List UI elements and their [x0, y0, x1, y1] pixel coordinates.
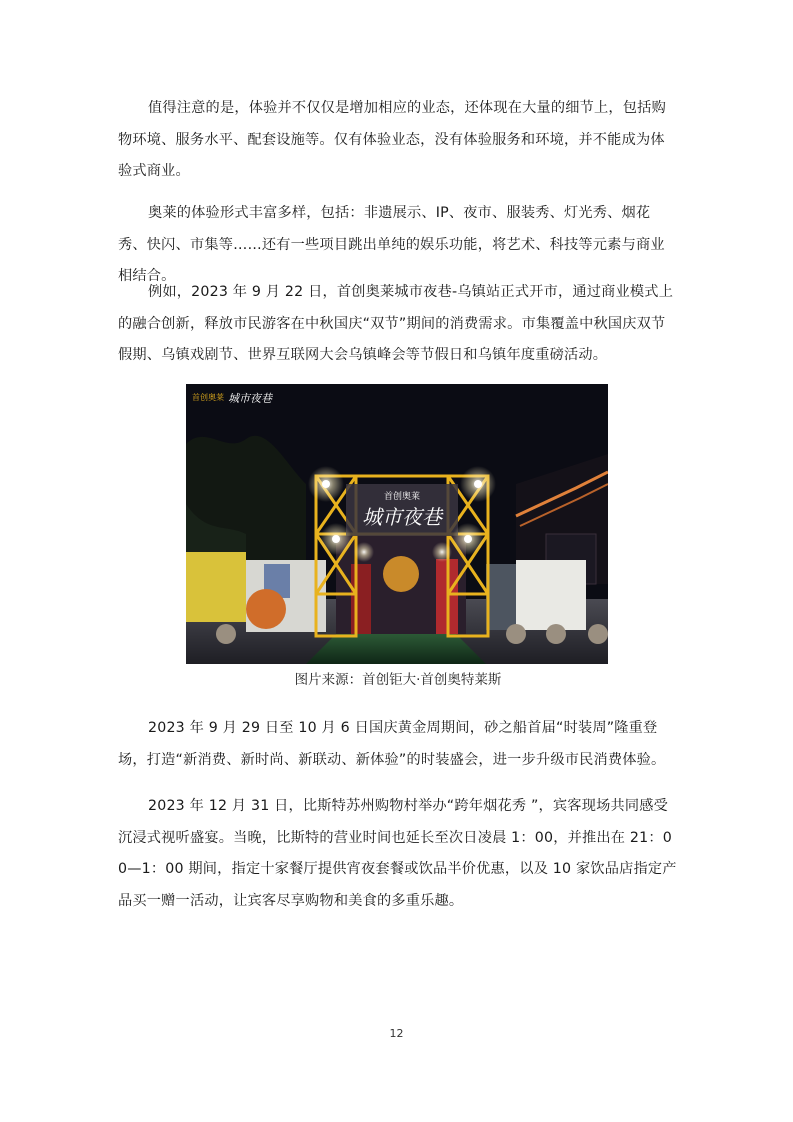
sign-main-text: 城市夜巷: [362, 505, 442, 529]
paragraph-fireworks-show: 2023 年 12 月 31 日，比斯特苏州购物村举办“跨年烟花秀 ”，宾客现场共同感受沉浸式视听盛宴。当晚，比斯特的营业时间也延长至次日凌晨 1：00，并推出在 21：00—1：00 期间，指定十家餐厅提供宵夜套餐或饮品半价优惠，以及 10 家饮品店指定产品买一赠一活动，让宾客尽享购物和美食的多重乐趣。: [118, 798, 677, 909]
corner-logo-title: 城市夜巷: [228, 392, 272, 405]
paragraph-fashion-week: 2023 年 9 月 29 日至 10 月 6 日国庆黄金周期间，砂之船首届“时装周”隆重登场，打造“新消费、新时尚、新联动、新体验”的时装盛会，进一步升级市民消费体验。: [118, 720, 666, 768]
sign-small-text: 首创奥莱: [383, 492, 421, 502]
corner-logo-text: 首创奥莱: [192, 393, 224, 402]
paragraph-experience-details: 值得注意的是，体验并不仅仅是增加相应的业态，还体现在大量的细节上，包括购物环境、服务水平、配套设施等。仅有体验业态，没有体验服务和环境，并不能成为体验式商业。: [118, 100, 666, 179]
paragraph-wuzhen-example: 例如，2023 年 9 月 22 日，首创奥莱城市夜巷-乌镇站正式开市，通过商业模式上的融合创新，释放市民游客在中秋国庆“双节”期间的消费需求。市集覆盖中秋国庆双节假期、乌镇戏剧节、世界互联网大会乌镇峰会等节假日和乌镇年度重磅活动。: [118, 284, 674, 363]
night-market-photo: [186, 384, 608, 664]
paragraph-experience-forms: 奥莱的体验形式丰富多样，包括：非遗展示、IP、夜市、服装秀、灯光秀、烟花秀、快闪、市集等……还有一些项目跳出单纯的娱乐功能，将艺术、科技等元素与商业相结合。: [118, 205, 665, 284]
page-number: 12: [389, 1027, 404, 1040]
photo-caption: 图片来源：首创钜大·首创奥特莱斯: [294, 672, 502, 688]
